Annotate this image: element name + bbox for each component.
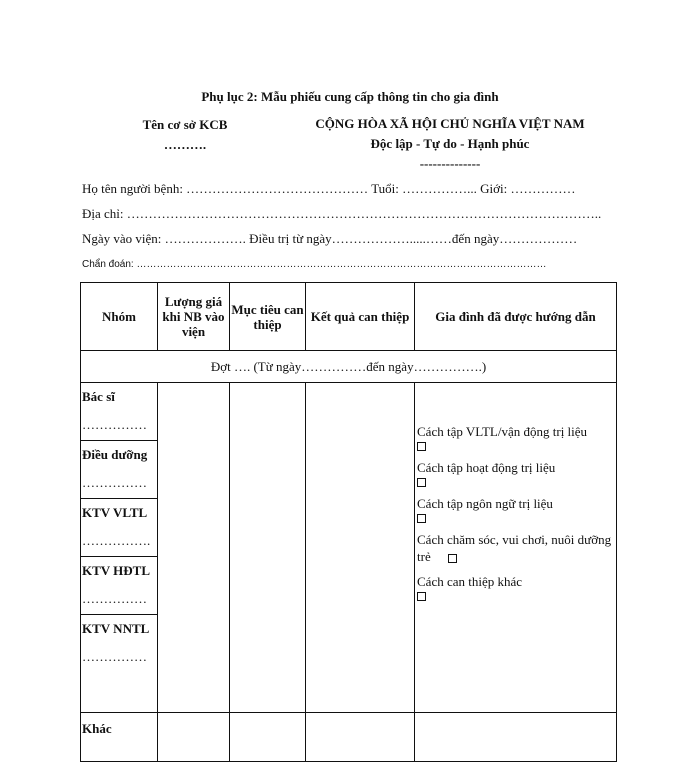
intervention-table: [80, 282, 617, 762]
guidance-item: [417, 531, 614, 565]
round-label: Đợt …. (Từ ngày……………đến ngày…………….): [81, 351, 617, 383]
document-title: Phụ lục 2: Mẫu phiếu cung cấp thông tin cho gia đình: [201, 89, 499, 104]
role-pt-technician: [81, 499, 157, 557]
diagnosis-line: Chẩn đoán: ……………………………………………………………………………………………………………: [82, 259, 547, 270]
address-line: Địa chỉ: ………………………………………………………………………………………………..: [82, 206, 602, 221]
round-row: [81, 351, 617, 383]
guidance-item: [417, 495, 614, 523]
role-dots: ……………: [82, 417, 147, 432]
header-group: Nhóm: [81, 283, 158, 351]
role-dots: ……………: [82, 475, 147, 490]
role-dots: …………….: [82, 533, 151, 548]
motto-separator: --------------: [419, 156, 481, 171]
role-dots: ……………: [82, 649, 147, 664]
role-doctor: [81, 383, 157, 441]
role-name: KTV NNTL: [82, 621, 150, 636]
facility-label: Tên cơ sở KCB: [142, 117, 228, 132]
guidance-cell: [415, 383, 617, 713]
checkbox-icon[interactable]: [448, 554, 457, 563]
guidance-label: Cách can thiệp khác: [417, 574, 523, 589]
role-nurse: [81, 441, 157, 499]
role-ot-technician: [81, 557, 157, 615]
guidance-item: [417, 423, 614, 451]
nation-name: CỘNG HÒA XÃ HỘI CHỦ NGHĨA VIỆT NAM: [315, 116, 585, 131]
facility-dots: ……….: [163, 137, 207, 152]
guidance-item: [417, 459, 614, 487]
admission-date-line: Ngày vào viện: ………………. Điều trị từ ngày……………….....……đến ngày………………: [82, 231, 578, 246]
result-cell[interactable]: [306, 383, 415, 713]
facility-block: [130, 115, 240, 155]
role-name: Điều dưỡng: [82, 447, 148, 462]
role-column: [81, 383, 158, 713]
header-admission-assessment: Lượng giá khi NB vào viện: [158, 283, 230, 351]
guidance-label: Cách chăm sóc, vui chơi, nuôi dưỡng trẻ: [417, 532, 612, 564]
checkbox-icon[interactable]: [417, 592, 426, 601]
guidance-item: [417, 573, 614, 601]
header-intervention-result: Kết quả can thiệp: [306, 283, 415, 351]
role-name: KTV HĐTL: [82, 563, 151, 578]
header-intervention-goal: Mục tiêu can thiệp: [230, 283, 306, 351]
nation-block: [300, 114, 600, 174]
other-goal-cell[interactable]: [230, 713, 306, 762]
other-assessment-cell[interactable]: [158, 713, 230, 762]
nation-motto: Độc lập - Tự do - Hạnh phúc: [370, 136, 530, 151]
other-row: [81, 713, 617, 762]
goal-cell[interactable]: [230, 383, 306, 713]
patient-name-line: Họ tên người bệnh: …………………………………… Tuổi: ……………... Giới: ……………: [82, 181, 576, 196]
other-label: Khác: [81, 713, 158, 762]
other-result-cell[interactable]: [306, 713, 415, 762]
checkbox-icon[interactable]: [417, 514, 426, 523]
checkbox-icon[interactable]: [417, 442, 426, 451]
guidance-label: Cách tập hoạt động trị liệu: [417, 460, 556, 475]
role-speech-technician: [81, 615, 157, 673]
checkbox-icon[interactable]: [417, 478, 426, 487]
role-name: Bác sĩ: [82, 389, 115, 404]
staff-row: [81, 383, 617, 713]
role-name: KTV VLTL: [82, 505, 148, 520]
role-dots: ……………: [82, 591, 147, 606]
assessment-cell[interactable]: [158, 383, 230, 713]
guidance-label: Cách tập VLTL/vận động trị liệu: [417, 424, 588, 439]
table-header-row: [81, 283, 617, 351]
other-guidance-cell[interactable]: [415, 713, 617, 762]
guidance-label: Cách tập ngôn ngữ trị liệu: [417, 496, 553, 511]
header-family-guided: Gia đình đã được hướng dẫn: [415, 283, 617, 351]
